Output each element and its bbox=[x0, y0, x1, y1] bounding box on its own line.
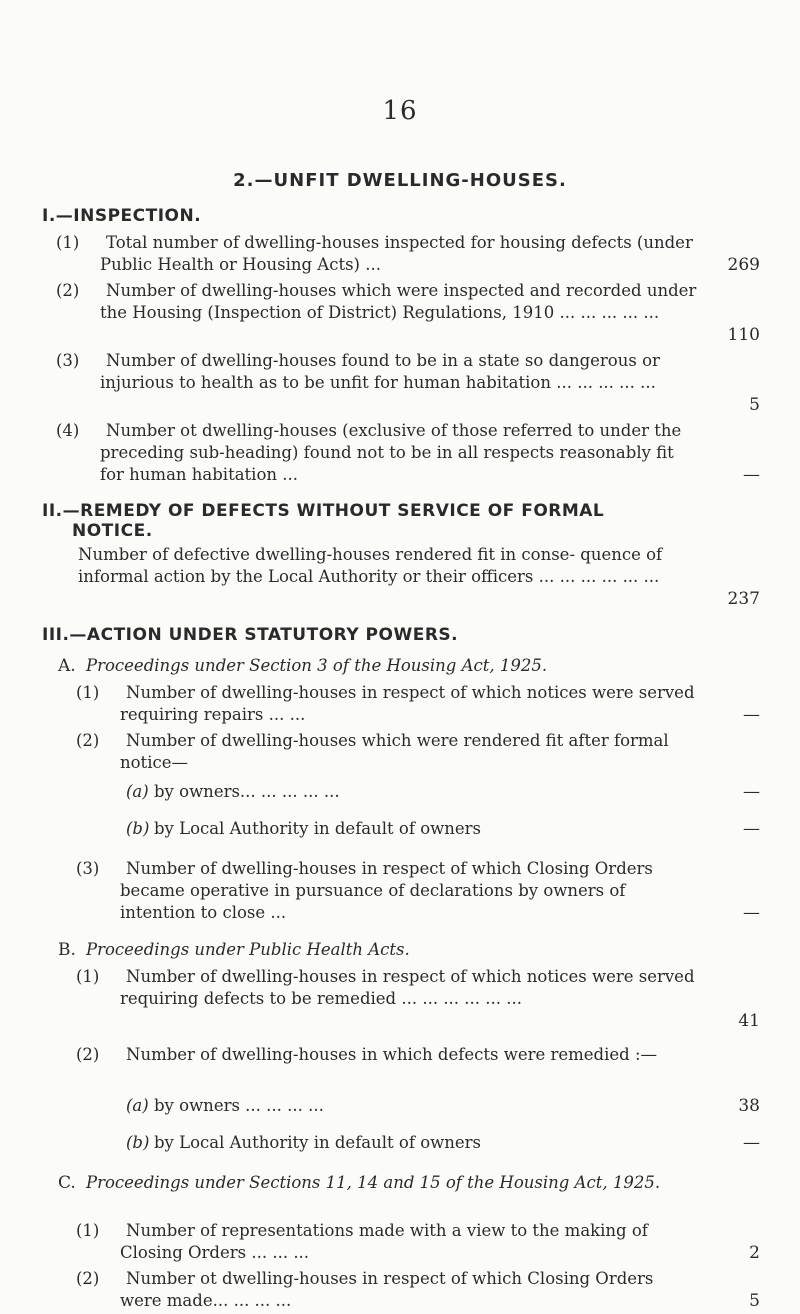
c-item-1 bbox=[76, 1220, 700, 1264]
item-text: Number of representations made with a view to the making of Closing Orders ... ... ... bbox=[120, 1221, 648, 1262]
item-number: (2) bbox=[56, 281, 80, 300]
item-number: (3) bbox=[56, 351, 80, 370]
a-item-1 bbox=[76, 682, 700, 726]
inspection-item-1 bbox=[56, 232, 700, 276]
item-text: Number of dwelling-houses in respect of which notices were served requiring repairs ... ... bbox=[120, 683, 695, 724]
section-heading-statutory: III.—ACTION UNDER STATUTORY POWERS. bbox=[42, 625, 459, 645]
b-item-1-value: 41 bbox=[738, 1011, 760, 1031]
inspection-item-2 bbox=[56, 280, 700, 324]
page-title: 2.—UNFIT DWELLING-HOUSES. bbox=[233, 170, 567, 191]
a-item-2b bbox=[126, 818, 686, 840]
b-item-2a bbox=[126, 1095, 686, 1117]
item-letter: (b) bbox=[126, 1133, 150, 1152]
item-letter: (a) bbox=[126, 782, 149, 801]
subsection-label-b: B. bbox=[58, 940, 76, 960]
a-item-2 bbox=[76, 730, 700, 774]
item-text: by Local Authority in default of owners bbox=[154, 819, 482, 838]
section-heading-inspection: I.—INSPECTION. bbox=[42, 206, 202, 226]
item-text: Number of dwelling-houses in respect of which notices were served requiring defects to be remedied ... ... ... ... ... ... bbox=[120, 967, 695, 1008]
b-item-1 bbox=[76, 966, 700, 1010]
item-number: (2) bbox=[76, 731, 100, 750]
item-text: Number of dwelling-houses which were inspected and recorded under the Housing (Inspection of District) Regulations, 1910 ... ... ... ... ... bbox=[100, 281, 697, 322]
a-item-1-value: — bbox=[743, 705, 760, 725]
c-item-1-value: 2 bbox=[749, 1243, 760, 1263]
item-text: Number of dwelling-houses found to be in a state so dangerous or injurious to health as to be unfit for human habitation ... ... ... ... ... bbox=[100, 351, 660, 392]
item-number: (3) bbox=[76, 859, 100, 878]
inspection-item-3-value: 5 bbox=[749, 395, 760, 415]
subsection-label-c: C. bbox=[58, 1173, 76, 1193]
item-number: (1) bbox=[76, 683, 100, 702]
item-text: Total number of dwelling-houses inspected for housing defects (under Public Health or Housing Acts) ... bbox=[100, 233, 693, 274]
item-text: Number of dwelling-houses in which defects were remedied :— bbox=[126, 1045, 658, 1064]
item-number: (4) bbox=[56, 421, 80, 440]
section-heading-remedy-cont: NOTICE. bbox=[72, 521, 153, 541]
item-text: Number of dwelling-houses which were rendered fit after formal notice— bbox=[120, 731, 669, 772]
subsection-label-a: A. bbox=[58, 656, 76, 676]
a-item-2a-value: — bbox=[743, 782, 760, 802]
subsection-heading-a: Proceedings under Section 3 of the Housing Act, 1925. bbox=[86, 656, 548, 675]
item-text: by Local Authority in default of owners bbox=[154, 1133, 482, 1152]
inspection-item-3 bbox=[56, 350, 700, 394]
item-letter: (a) bbox=[126, 1096, 149, 1115]
subsection-heading-b: Proceedings under Public Health Acts. bbox=[86, 940, 410, 959]
page-number: 16 bbox=[382, 96, 418, 126]
a-item-2a bbox=[126, 781, 686, 803]
inspection-item-4-value: — bbox=[743, 465, 760, 485]
a-item-3-value: — bbox=[743, 903, 760, 923]
b-item-2a-value: 38 bbox=[738, 1096, 760, 1116]
a-item-2b-value: — bbox=[743, 819, 760, 839]
item-number: (2) bbox=[76, 1045, 100, 1064]
item-text: Number of dwelling-houses in respect of which Closing Orders became operative in pursuance of declarations by owners of intention to close ... bbox=[120, 859, 653, 922]
c-item-2 bbox=[76, 1268, 700, 1312]
a-item-3 bbox=[76, 858, 700, 924]
b-item-2 bbox=[76, 1044, 700, 1066]
subsection-heading-c: Proceedings under Sections 11, 14 and 15 of the Housing Act, 1925. bbox=[86, 1173, 661, 1192]
inspection-item-4 bbox=[56, 420, 700, 486]
section-heading-remedy: II.—REMEDY OF DEFECTS WITHOUT SERVICE OF FORMAL bbox=[42, 501, 605, 521]
remedy-value: 237 bbox=[727, 589, 760, 609]
item-number: (1) bbox=[76, 1221, 100, 1240]
item-text: by owners ... ... ... ... bbox=[154, 1096, 324, 1115]
inspection-item-1-value: 269 bbox=[727, 255, 760, 275]
item-text: Number ot dwelling-houses (exclusive of those referred to under the preceding sub-heading) found not to be in all respects reasonably fit for human habitation ... bbox=[100, 421, 682, 484]
b-item-2b-value: — bbox=[743, 1133, 760, 1153]
item-number: (1) bbox=[76, 967, 100, 986]
item-letter: (b) bbox=[126, 819, 150, 838]
b-item-2b bbox=[126, 1132, 686, 1154]
inspection-item-2-value: 110 bbox=[727, 325, 760, 345]
item-text: Number ot dwelling-houses in respect of which Closing Orders were made... ... ... ... bbox=[120, 1269, 654, 1310]
item-number: (1) bbox=[56, 233, 80, 252]
remedy-text: Number of defective dwelling-houses rendered fit in conse- quence of informal action by the Local Authority or their officers ... ... ... ... ... ... bbox=[78, 545, 663, 586]
c-item-2-value: 5 bbox=[749, 1291, 760, 1311]
item-number: (2) bbox=[76, 1269, 100, 1288]
item-text: by owners... ... ... ... ... bbox=[154, 782, 340, 801]
